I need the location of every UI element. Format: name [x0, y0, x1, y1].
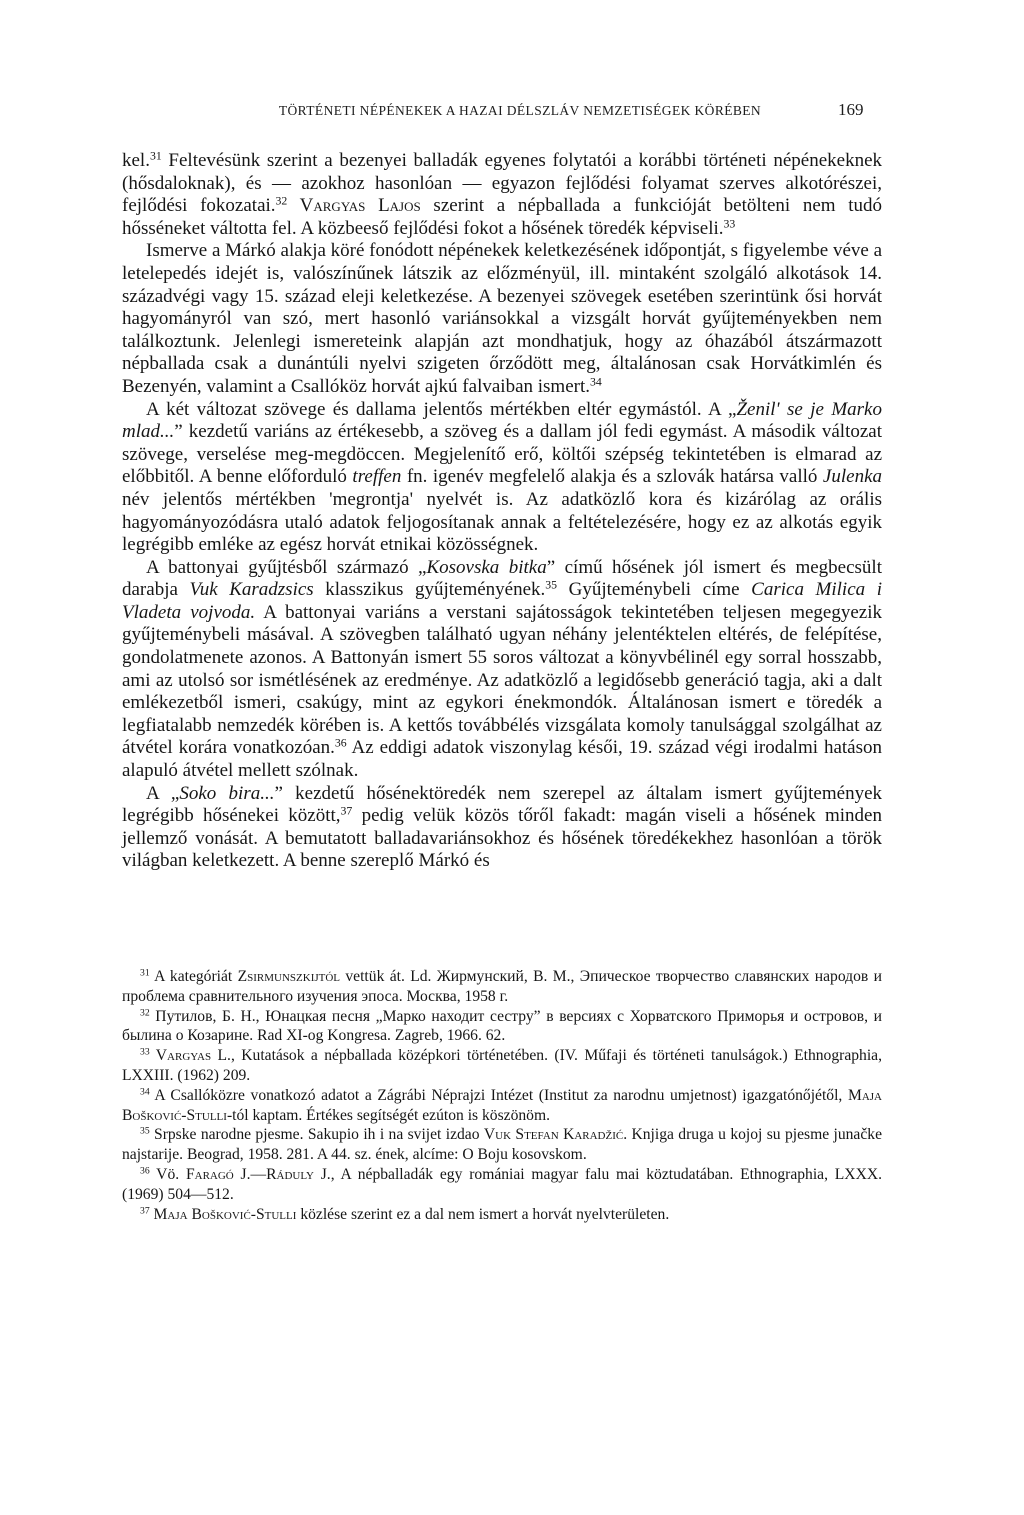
- text-span: kel.: [122, 150, 150, 171]
- author-name: Maja Bošković-Stulli: [149, 1205, 297, 1223]
- text-span: név jelentős mértékben 'megrontja' nyelvét is. Az adatközlő kora és kizárólag az orális hagyományozódásra utaló adatok feljogosítanak annak a feltételezésére, hogy ez az alkotás egyik legrégibb emléke az egész horvát etnikai közösségnek.: [122, 488, 882, 556]
- page-number: 169: [838, 100, 864, 119]
- paragraph-5: [122, 783, 882, 873]
- text-span: Ismerve a Márkó alakja köré fonódott népénekek keletkezésének időpontját, s figyelembe véve a letelepedés idejét is, valószínűnek látszik az előzményül, ill. mintaként szolgáló alkotások 14. századvégi vagy 15. század eleji keletkezése. A bezenyei szövegek esetében szerintünk ősi horvát hagyományról van szó, mert hasonló variánsokkal a vizsgált horvát gyűjteményekben nem találkoztunk. Jelenlegi ismereteink alapján azt mondhatjuk, hogy az óhazából átszármazott népballada csak a dunántúli nyelvi szigeten őrződött meg, általánosan csak Horvátkimlén és Bezenyén, valamint a Csallóköz horvát ajkú falvaiban ismert.: [122, 240, 882, 397]
- footnote-ref: 33: [723, 217, 736, 231]
- text-span: ” című hősének jól ismert és megbecsült darabja: [122, 556, 882, 601]
- author-name: Vargyas Lajos: [287, 195, 421, 217]
- footnote-number: 33: [140, 1046, 150, 1058]
- text-span: Az eddigi adatok viszonylag késői, 19. század végi irodalmi hatáson alapuló átvétel mellett szólnak.: [122, 737, 882, 782]
- text-span: közlése szerint ez a dal nem ismert a horvát nyelvterületen.: [296, 1205, 670, 1223]
- text-span: Vö.: [149, 1165, 186, 1183]
- footnote-ref: 32: [275, 194, 288, 208]
- author-name: Vargyas L.: [149, 1047, 231, 1065]
- footnote-32: [122, 1007, 882, 1047]
- text-span: . Knjiga druga u kojoj su pjesme junačke najstarije. Beograd, 1958. 281. A 44. sz. ének, alcíme: O Boju kosovskom.: [122, 1126, 882, 1164]
- footnote-ref: 36: [334, 736, 347, 750]
- author-name: Vuk Stefan Karadžić: [483, 1126, 624, 1144]
- song-title: Soko bira...: [179, 782, 275, 804]
- text-span: A battonyai variáns a verstani sajátosságok tekintetében teljesen megegyezik gyűjteménybeli másával. A szövegben található ugyan néhány jelentéktelen eltérés, de felépítése, gondolatmenete azonos. A Battonyán ismert 55 soros változat a könyvbélinél egy sorral hosszabb, ami az utolsó sor ismétlésének az eredménye. Az adatközlő a legidősebb generáció tagja, aki a dalt emlékezetből ismeri, csakúgy, mint az egykori énekmondók. Általánosan ismert e töredék a legfiatalabb nemzedék körében is. A kettős továbbélés vizsgálata komoly tanulsággal szolgálhat az átvétel korára vonatkozóan.: [122, 601, 882, 759]
- text-span: klasszikus gyűjteményének.: [313, 579, 546, 601]
- paragraph-4: [122, 557, 882, 783]
- footnote-34: [122, 1086, 882, 1126]
- text-span: Путилов, Б. Н., Юнацкая песня „Марко находит сестру” в версиях с Хорватского Приморья и островов, и былина о Козарине. Rad XI-og Kongresa. Zagreb, 1966. 62.: [122, 1007, 882, 1045]
- footnote-number: 37: [140, 1205, 150, 1217]
- text-span: A „: [146, 782, 180, 804]
- text-span: ” kezdetű variáns az értékesebb, a szöveg és a dallam jól fedi egymást. A második változat szövege, verselése meg-megdöccen. Megjelenítő erő, költői szépség tekintetében is elmarad az előbbitől. A benne előforduló: [122, 421, 882, 488]
- footnote-31: [122, 967, 882, 1007]
- footnote-36: [122, 1165, 882, 1205]
- italic-term: treffen: [352, 466, 402, 488]
- text-span: A két változat szövege és dallama jelentős mértékben eltér egymástól. A „: [146, 398, 737, 420]
- text-span: pedig velük közös tőről fakadt: magán viseli a hősének minden jellemző vonását. A bemutatott balladavariánsokhoz és hősének töredékekhez hasonlóan a török világban keletkezett. A benne szereplő Márkó és: [122, 805, 882, 872]
- footnote-35: [122, 1125, 882, 1165]
- text-span: fn. igenév megfelelő alakja és a szlovák határsa valló: [401, 466, 823, 488]
- footnote-number: 34: [140, 1086, 150, 1098]
- paragraph-3: [122, 399, 882, 557]
- paragraph-1: [122, 150, 882, 240]
- main-text: [122, 150, 882, 873]
- author-name: Zsirmunszkijtól: [237, 968, 341, 985]
- song-title: Ženil' se je Marko mlad...: [122, 398, 882, 443]
- footnote-ref: 34: [590, 375, 602, 389]
- footnote-ref: 31: [149, 149, 162, 163]
- text-span: A Csallóközre vonatkozó adatot a Zágrábi Néprajzi Intézet (Institut za narodnu umjetnost) igazgatónőjétől,: [149, 1086, 848, 1104]
- author-name: Maja Bošković-Stulli: [122, 1086, 882, 1124]
- footnote-ref: 35: [545, 578, 558, 592]
- running-header: TÖRTÉNETI NÉPÉNEKEK A HAZAI DÉLSZLÁV NEMZETISÉGEK KÖRÉBEN: [278, 103, 762, 118]
- footnote-ref: 37: [340, 804, 353, 818]
- text-span: Srpske narodne pjesme. Sakupio ih i na svijet izdao: [149, 1126, 484, 1144]
- footnote-number: 35: [140, 1126, 150, 1138]
- footnote-number: 32: [140, 1007, 150, 1019]
- footnotes: [122, 967, 882, 1224]
- text-span: Gyűjteménybeli címe: [557, 579, 752, 601]
- song-title: Carica Milica i Vladeta vojvoda.: [122, 579, 883, 623]
- text-span: Feltevésünk szerint a bezenyei balladák egyenes folytatói a korábbi történeti népénekeknek (hősdaloknak), és — azokhoz hasonlóan — egyazon fejlődési folyamat szerves alkotórészei, fejlődési fokozatai.: [122, 150, 882, 217]
- text-span: , A népballadák egy romániai magyar falu mai köztudatában. Ethnographia, LXXX. (1969) 504—512.: [122, 1165, 882, 1203]
- italic-term: Julenka: [822, 466, 882, 488]
- song-title: Kosovska bitka: [426, 556, 547, 578]
- text-span: -tól kaptam. Értékes segítségét ezúton is köszönöm.: [226, 1106, 550, 1124]
- text-span: , Kutatások a népballada középkori történetében. (IV. Műfaji és történeti tanulságok.) Ethnographia, LXXIII. (1962) 209.: [122, 1047, 883, 1084]
- footnote-number: 36: [140, 1165, 150, 1177]
- text-span: A kategóriát: [149, 968, 238, 985]
- text-span: szerint a népballada a funkcióját betölteni nem tudó hősséneket váltotta fel. A közbeeső fejlődési fokot a hősének töredék képviseli.: [122, 195, 883, 239]
- footnote-37: [122, 1205, 882, 1225]
- text-span: vettük át. Ld. Жирмунский, В. М., Эпическое творчество славянских народов и проблема сравнительного изучения эпоса. Москва, 1958 г.: [122, 968, 882, 1005]
- footnote-number: 31: [140, 967, 150, 979]
- paragraph-2: [122, 240, 882, 398]
- text-span: A battonyai gyűjtésből származó „: [146, 556, 427, 578]
- text-span: ” kezdetű hősénektöredék nem szerepel az általam ismert gyűjtemények legrégibb hősénekei között,: [122, 782, 883, 827]
- author-name: Faragó J.—Ráduly J.: [185, 1165, 331, 1183]
- italic-name: Vuk Karadzsics: [189, 579, 314, 601]
- footnote-33: [122, 1046, 882, 1086]
